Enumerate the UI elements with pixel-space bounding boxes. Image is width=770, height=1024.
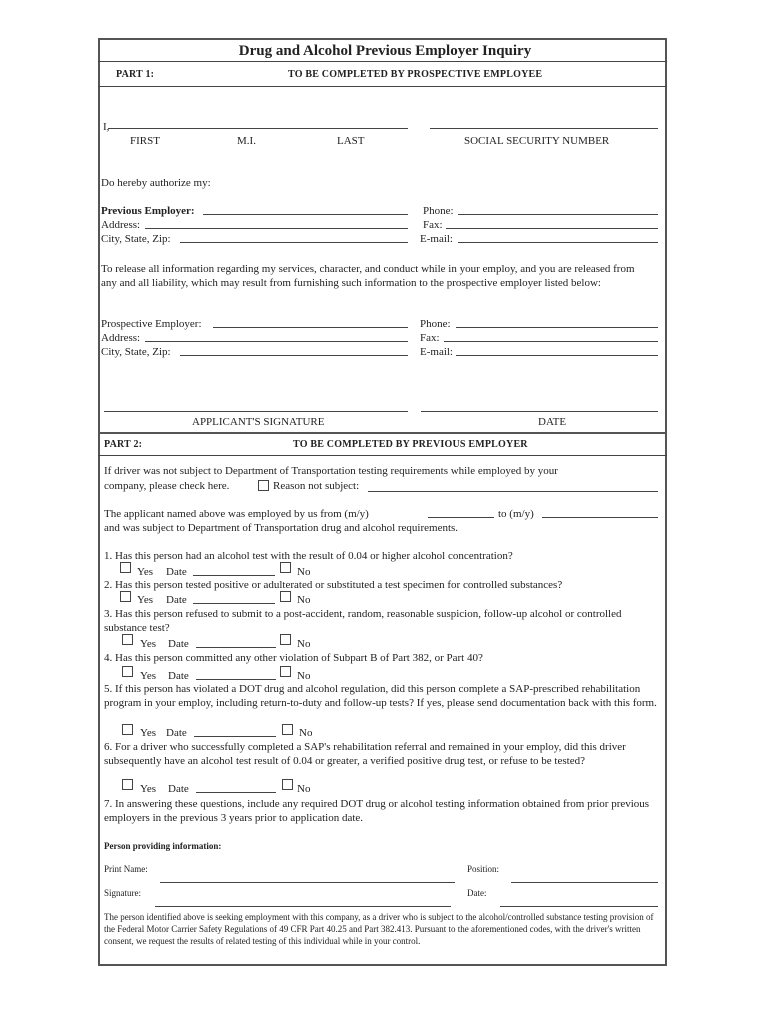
employed-to-field[interactable]	[542, 517, 658, 518]
prev-email-field[interactable]	[458, 242, 658, 243]
q5-date-field[interactable]	[194, 736, 276, 737]
q2-no-checkbox[interactable]	[280, 591, 291, 602]
pros-address-label: Address:	[101, 332, 141, 344]
divider	[98, 86, 667, 87]
reason-field[interactable]	[368, 491, 658, 492]
pros-city-field[interactable]	[180, 355, 408, 356]
part2-heading: TO BE COMPLETED BY PREVIOUS EMPLOYER	[293, 439, 528, 450]
form-title: Drug and Alcohol Previous Employer Inquiry	[238, 43, 532, 59]
part2-label: PART 2:	[104, 439, 143, 450]
q2-yes-checkbox[interactable]	[120, 591, 131, 602]
ssn-label: SOCIAL SECURITY NUMBER	[464, 135, 610, 147]
q6-yes-checkbox[interactable]	[122, 779, 133, 790]
q5-yes-label: Yes	[140, 727, 157, 739]
pros-address-field[interactable]	[145, 341, 408, 342]
q1-date-label: Date	[166, 566, 187, 578]
prev-address-field[interactable]	[145, 228, 408, 229]
pros-email-label: E-mail:	[420, 346, 453, 358]
prev-phone-field[interactable]	[458, 214, 658, 215]
signature-label: Signature:	[104, 888, 141, 898]
q5-date-label: Date	[166, 727, 187, 739]
applicant-signature-field[interactable]	[104, 411, 408, 412]
question-1: 1. Has this person had an alcohol test with the result of 0.04 or higher alcohol concentration?	[104, 550, 513, 562]
prev-city-field[interactable]	[180, 242, 408, 243]
footer-notice: The person identified above is seeking employment with this company, as a driver who is subject to the alcohol/controlled substance testing provision of the Federal Motor Carrier Safety Regulations of 49 CFR Part 40.25 and Part 382.413. Pursuant to the aforementioned codes, with the driver's written consent, we request the results of related testing of this individual while in your control.	[104, 912, 654, 946]
pros-fax-field[interactable]	[444, 341, 658, 342]
q5-no-label: No	[299, 727, 313, 739]
q1-yes-label: Yes	[137, 566, 154, 578]
q2-date-field[interactable]	[193, 603, 275, 604]
q4-no-checkbox[interactable]	[280, 666, 291, 677]
question-7: 7. In answering these questions, include any required DOT drug or alcohol testing information obtained from prior previous employers in the previous 3 years prior to application date.	[104, 798, 650, 824]
divider	[98, 455, 667, 456]
q4-yes-checkbox[interactable]	[122, 666, 133, 677]
q4-no-label: No	[297, 670, 311, 682]
part1-heading: TO BE COMPLETED BY PROSPECTIVE EMPLOYEE	[288, 69, 543, 80]
employed-from-field[interactable]	[428, 517, 494, 518]
divider	[98, 432, 667, 434]
q5-yes-checkbox[interactable]	[122, 724, 133, 735]
pros-fax-label: Fax:	[420, 332, 440, 344]
prospective-employer-field[interactable]	[213, 327, 408, 328]
q3-no-checkbox[interactable]	[280, 634, 291, 645]
q3-date-label: Date	[168, 638, 189, 650]
pros-email-field[interactable]	[456, 355, 658, 356]
q1-yes-checkbox[interactable]	[120, 562, 131, 573]
q1-no-label: No	[297, 566, 311, 578]
position-label: Position:	[467, 864, 500, 874]
q3-yes-checkbox[interactable]	[122, 634, 133, 645]
prev-fax-field[interactable]	[446, 228, 658, 229]
q1-date-field[interactable]	[193, 575, 275, 576]
q6-date-label: Date	[168, 783, 189, 795]
applicant-date-field[interactable]	[421, 411, 658, 412]
question-3: 3. Has this person refused to submit to a post-accident, random, reasonable suspicion, follow-up alcohol or controlled substance test?	[104, 608, 622, 634]
prev-email-label: E-mail:	[420, 233, 453, 245]
q6-no-label: No	[297, 783, 311, 795]
divider	[98, 61, 667, 62]
prospective-employer-label: Prospective Employer:	[101, 318, 202, 330]
prev-fax-label: Fax:	[423, 219, 443, 231]
q2-no-label: No	[297, 594, 311, 606]
pros-phone-label: Phone:	[420, 318, 451, 330]
employed-subject-text: and was subject to Department of Transportation drug and alcohol requirements.	[104, 522, 459, 534]
date-field[interactable]	[500, 906, 658, 907]
date-label: Date:	[467, 888, 487, 898]
print-name-label: Print Name:	[104, 864, 148, 874]
q4-date-field[interactable]	[196, 679, 276, 680]
q6-no-checkbox[interactable]	[282, 779, 293, 790]
q2-yes-label: Yes	[137, 594, 154, 606]
q3-no-label: No	[297, 638, 311, 650]
not-subject-checkbox[interactable]	[258, 480, 269, 491]
question-5: 5. If this person has violated a DOT drug and alcohol regulation, did this person complete a SAP-prescribed rehabilitation program in your employ, including return-to-duty and follow-up tests? If yes, please send documentation back with this form.	[104, 683, 657, 709]
i-prefix: I,	[103, 121, 110, 133]
prev-city-label: City, State, Zip:	[101, 233, 171, 245]
signature-field[interactable]	[155, 906, 451, 907]
authorize-text: Do hereby authorize my:	[101, 177, 211, 189]
part1-label: PART 1:	[116, 69, 155, 80]
pros-phone-field[interactable]	[456, 327, 658, 328]
position-field[interactable]	[511, 882, 658, 883]
previous-employer-field[interactable]	[203, 214, 408, 215]
q5-no-checkbox[interactable]	[282, 724, 293, 735]
question-2: 2. Has this person tested positive or adulterated or substituted a test specimen for controlled substances?	[104, 579, 563, 591]
q6-yes-label: Yes	[140, 783, 157, 795]
reason-label: Reason not subject:	[273, 480, 360, 492]
q3-yes-label: Yes	[140, 638, 157, 650]
question-4: 4. Has this person committed any other violation of Subpart B of Part 382, or Part 40?	[104, 652, 483, 664]
pros-city-label: City, State, Zip:	[101, 346, 171, 358]
q3-date-field[interactable]	[196, 647, 276, 648]
ssn-field[interactable]	[430, 128, 658, 129]
name-field[interactable]	[108, 128, 408, 129]
last-label: LAST	[337, 135, 365, 147]
release-text: To release all information regarding my services, character, and conduct while in your employ, and you are released from any and all liability, which may result from furnishing such information to the prospective employer listed below:	[101, 263, 635, 289]
q4-date-label: Date	[168, 670, 189, 682]
prev-phone-label: Phone:	[423, 205, 454, 217]
q2-date-label: Date	[166, 594, 187, 606]
q4-yes-label: Yes	[140, 670, 157, 682]
q1-no-checkbox[interactable]	[280, 562, 291, 573]
prev-address-label: Address:	[101, 219, 141, 231]
applicant-signature-label: APPLICANT'S SIGNATURE	[192, 416, 325, 428]
question-6: 6. For a driver who successfully completed a SAP's rehabilitation referral and remained in your employ, did this driver subsequently have an alcohol test result of 0.04 or greater, a verified positive drug test, or refuse to be tested?	[104, 741, 626, 767]
print-name-field[interactable]	[160, 882, 455, 883]
not-subject-text: If driver was not subject to Department of Transportation testing requirements while employed by your	[104, 465, 558, 477]
previous-employer-label: Previous Employer:	[101, 205, 195, 217]
q6-date-field[interactable]	[196, 792, 276, 793]
mi-label: M.I.	[237, 135, 256, 147]
employed-to-label: to (m/y)	[498, 508, 534, 520]
applicant-date-label: DATE	[538, 416, 567, 428]
first-label: FIRST	[130, 135, 160, 147]
person-providing-label: Person providing information:	[104, 841, 222, 851]
employed-from-text: The applicant named above was employed by us from (m/y)	[104, 508, 369, 520]
not-subject-text-2: company, please check here.	[104, 480, 230, 492]
